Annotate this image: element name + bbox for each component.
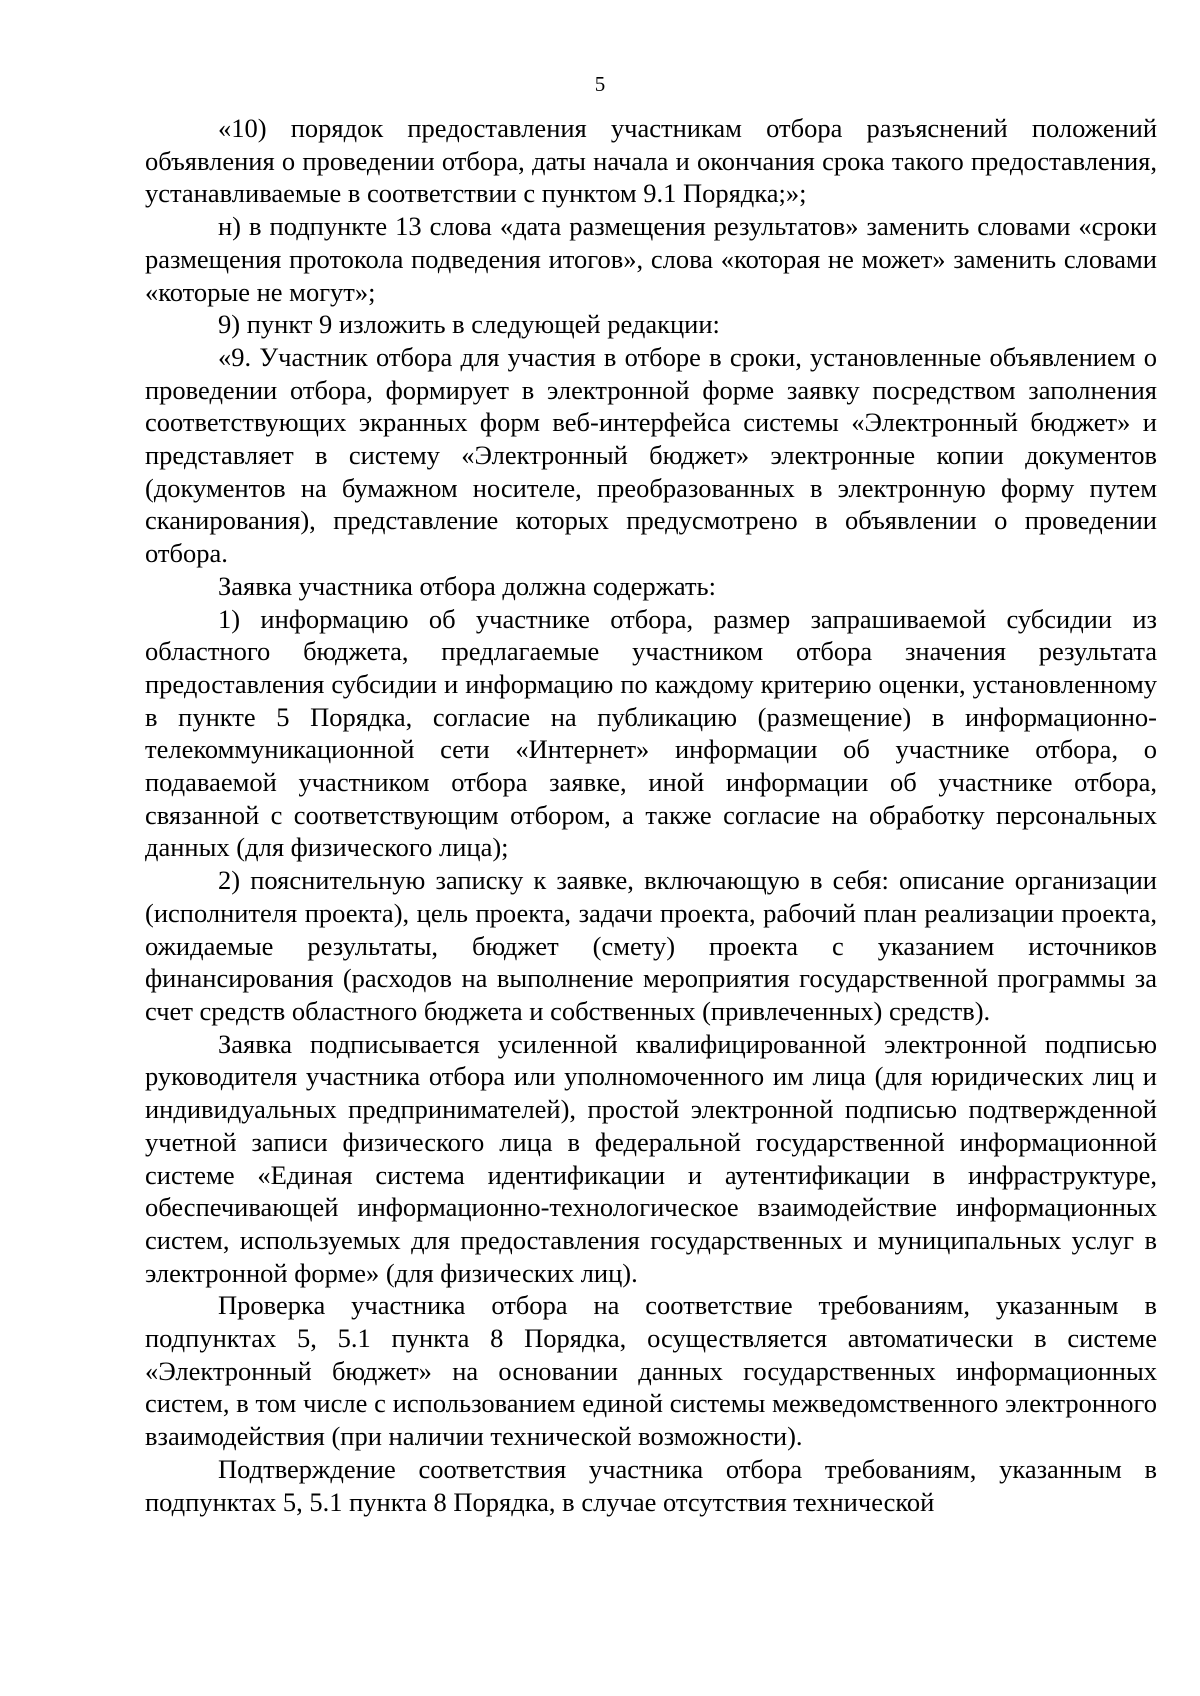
paragraph-item-10: «10) порядок предоставления участникам отбора разъяснений положений объявления о проведении отбора, даты начала и окончания срока такого предоставления, устанавливаемые в соответствии с пунктом 9.1 Порядка;»; — [145, 113, 1157, 209]
paragraph-signature: Заявка подписывается усиленной квалифицированной электронной подписью руководителя участника отбора или уполномоченного им лица (для юридических лиц и индивидуальных предпринимателей), простой электронной подписью подтвержденной учетной записи физического лица в федеральной государственной информационной системе «Единая система идентификации и аутентификации в инфраструктуре, обеспечивающей информационно-технологическое взаимодействие информационных систем, используемых для предоставления государственных и муниципальных услуг в электронной форме» (для физических лиц). — [145, 1028, 1157, 1288]
paragraph-subitem-n: н) в подпункте 13 слова «дата размещения результатов» заменить словами «сроки размещения протокола подведения итогов», слова «которая не может» заменить словами «которые не могут»; — [145, 211, 1157, 307]
page-number: 5 — [594, 72, 606, 96]
document-body — [145, 112, 1157, 1518]
paragraph-contents-item-1: 1) информацию об участнике отбора, размер запрашиваемой субсидии из областного бюджета, предлагаемые участником отбора значения результата предоставления субсидии и информацию по каждому критерию оценки, установленному в пункте 5 Порядка, согласие на публикацию (размещение) в информационно-телекоммуникационной сети «Интернет» информации об участнике отбора, о подаваемой участником отбора заявке, иной информации об участнике отбора, связанной с соответствующим отбором, а также согласие на обработку персональных данных (для физического лица); — [145, 603, 1157, 863]
paragraph-verification: Проверка участника отбора на соответствие требованиям, указанным в подпунктах 5, 5.1 пункта 8 Порядка, осуществляется автоматически в системе «Электронный бюджет» на основании данных государственных информационных систем, в том числе с использованием единой системы межведомственного электронного взаимодействия (при наличии технической возможности). — [145, 1290, 1157, 1452]
paragraph-item-9-instruction: 9) пункт 9 изложить в следующей редакции: — [218, 309, 720, 340]
paragraph-contents-item-2: 2) пояснительную записку к заявке, включающую в себя: описание организации (исполнителя проекта), цель проекта, задачи проекта, рабочий план реализации проекта, ожидаемые результаты, бюджет (смету) проекта с указанием источников финансирования (расходов на выполнение мероприятия государственной программы за счет средств областного бюджета и собственных (привлеченных) средств). — [145, 865, 1157, 1026]
paragraph-application-contents: Заявка участника отбора должна содержать: — [218, 570, 717, 601]
paragraph-confirmation: Подтверждение соответствия участника отбора требованиям, указанным в подпунктах 5, 5.1 пункта 8 Порядка, в случае отсутствия технической — [145, 1453, 1157, 1517]
paragraph-clause-9: «9. Участник отбора для участия в отборе в сроки, установленные объявлением о проведении отбора, формирует в электронной форме заявку посредством заполнения соответствующих экранных форм веб-интерфейса системы «Электронный бюджет» и представляет в систему «Электронный бюджет» электронные копии документов (документов на бумажном носителе, преобразованных в электронную форму путем сканирования), представление которых предусмотрено в объявлении о проведении отбора. — [145, 341, 1157, 569]
